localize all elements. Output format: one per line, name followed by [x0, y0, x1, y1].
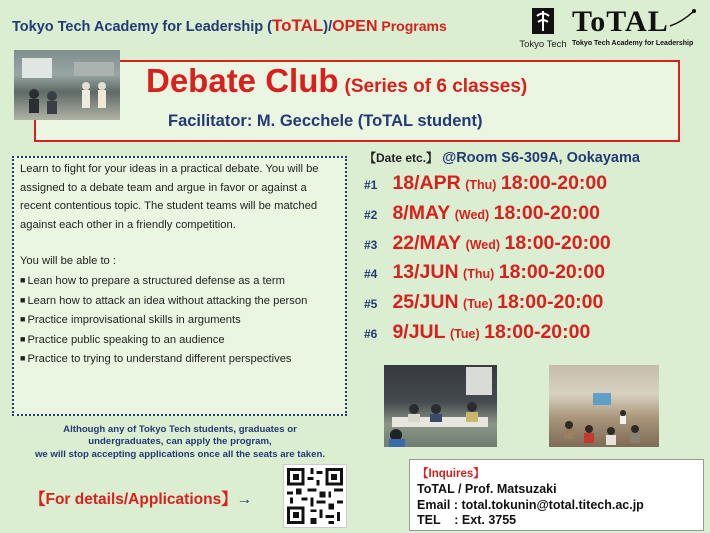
total-logo-subtitle: Tokyo Tech Academy for Leadership	[572, 40, 694, 47]
date-label: 【Date etc.】	[364, 151, 439, 165]
inquiries-box	[409, 459, 704, 531]
session-date: 22/MAY	[392, 232, 462, 254]
title-sub: (Series of 6 classes)	[344, 76, 528, 97]
debate-photo-left	[384, 365, 497, 447]
session-number: #4	[364, 267, 378, 281]
session-number: #5	[364, 297, 378, 311]
title-main: Debate Club	[146, 62, 339, 99]
session-day: (Thu)	[465, 178, 497, 192]
session-time: 18:00-20:00	[500, 172, 608, 194]
able-heading: You will be able to :	[20, 255, 116, 268]
email-address[interactable]: total.tokunin@total.titech.ac.jp	[461, 497, 644, 512]
inquiries-title: 【Inquires】	[417, 468, 485, 480]
header-total: ToTAL	[272, 16, 324, 35]
header-programs: Programs	[377, 18, 447, 34]
session-row	[364, 202, 600, 225]
tokyo-tech-logo	[517, 8, 569, 54]
tokyo-tech-label: Tokyo Tech	[519, 39, 567, 50]
qr-code[interactable]	[283, 464, 347, 528]
swoosh-icon	[668, 8, 698, 28]
header-open: OPEN	[332, 18, 378, 35]
session-time: 18:00-20:00	[497, 291, 604, 313]
session-number: #6	[364, 327, 378, 341]
session-row	[364, 172, 607, 195]
session-number: #3	[364, 238, 378, 252]
session-number: #1	[364, 178, 378, 192]
arrow-right-icon: →	[236, 491, 253, 508]
inquiries-email-line	[417, 498, 703, 514]
session-day: (Tue)	[463, 297, 493, 311]
debate-photo-right-icon	[549, 365, 659, 447]
session-row	[364, 291, 603, 314]
session-number: #2	[364, 208, 378, 222]
session-date: 18/APR	[392, 172, 461, 194]
bullet-item: ■ Practice improvisational skills in arguments	[20, 310, 338, 330]
qr-code-icon	[284, 465, 346, 527]
email-label: Email :	[417, 497, 458, 512]
debate-photo-left-icon	[384, 365, 497, 447]
bullet-item: ■ Learn how to attack an idea without attacking the person	[20, 291, 338, 311]
session-time: 18:00-20:00	[493, 202, 600, 224]
facilitator: Facilitator: M. Gecchele (ToTAL student)	[168, 112, 483, 130]
header-prefix: Tokyo Tech Academy for Leadership (	[12, 19, 272, 35]
bullet-item: ■ Practice public speaking to an audience	[20, 330, 338, 350]
debate-photo-right	[549, 365, 659, 447]
description	[20, 160, 338, 369]
header-slash: )/	[323, 19, 333, 35]
bullet-item: ■ Lean how to prepare a structured defense as a term	[20, 271, 338, 291]
details-label: 【For details/Applications】	[30, 491, 237, 508]
session-row	[364, 321, 590, 344]
tel-number: Ext. 3755	[461, 513, 517, 527]
session-time: 18:00-20:00	[498, 261, 605, 283]
page-title	[146, 62, 527, 100]
classroom-photo	[14, 50, 120, 120]
session-date: 9/JUL	[392, 321, 446, 343]
classroom-photo-icon	[14, 50, 120, 120]
bullet-item: ■ Practice to trying to understand different perspectives	[20, 349, 338, 369]
eligibility-note	[12, 424, 348, 461]
session-day: (Thu)	[463, 267, 495, 281]
note-line: we will stop accepting applications once all the seats are taken.	[34, 448, 326, 460]
session-day: (Tue)	[450, 327, 480, 341]
date-header	[364, 149, 640, 166]
session-time: 18:00-20:00	[484, 321, 591, 343]
description-intro: Learn to fight for your ideas in a practical debate. You will be assigned to a debate team and argue in favor or against a recent contentious topic. The student teams will be matched against each other in a friendly competition.	[20, 163, 319, 231]
session-day: (Wed)	[465, 238, 501, 252]
session-date: 25/JUN	[392, 291, 459, 313]
note-line: Although any of Tokyo Tech students, graduates or	[63, 424, 297, 435]
inquiries-contact-name: ToTAL / Prof. Matsuzaki	[417, 482, 557, 496]
total-logo-wordmark: ToTAL	[572, 5, 669, 38]
tel-label: TEL :	[417, 513, 459, 527]
session-date: 8/MAY	[392, 202, 451, 224]
note-line: undergraduates, can apply the program,	[88, 436, 272, 448]
session-row	[364, 261, 605, 284]
session-time: 18:00-20:00	[504, 232, 611, 254]
details-link[interactable]	[30, 487, 252, 509]
room-location: @Room S6-309A, Ookayama	[442, 150, 640, 166]
tokyo-tech-emblem-icon	[532, 8, 554, 34]
session-row	[364, 232, 611, 255]
session-date: 13/JUN	[392, 261, 459, 283]
session-day: (Wed)	[454, 208, 490, 222]
program-header	[12, 16, 447, 36]
total-logo	[572, 6, 700, 50]
inquiries-tel-line	[417, 513, 703, 529]
